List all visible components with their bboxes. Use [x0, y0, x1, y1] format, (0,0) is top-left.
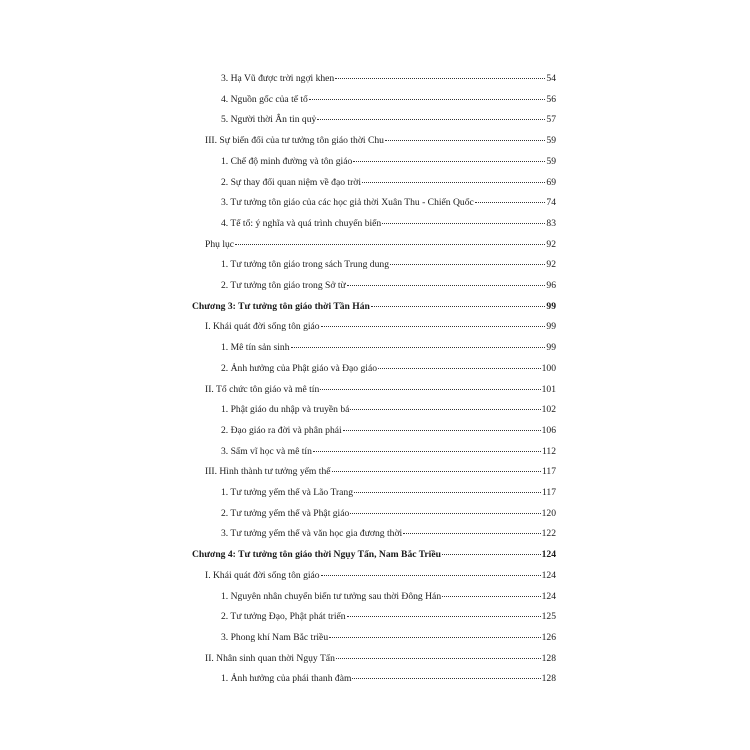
dot-leader [362, 182, 545, 183]
toc-entry-title: II. Nhân sinh quan thời Ngụy Tấn [205, 652, 335, 664]
toc-entry-page-number: 99 [546, 300, 556, 312]
toc-subsection-entry [221, 155, 556, 168]
toc-entry-title: Phụ lục [205, 238, 235, 250]
dot-leader [336, 658, 541, 659]
toc-subsection-entry [221, 93, 556, 106]
dot-leader [235, 244, 545, 245]
dot-leader [354, 492, 541, 493]
dot-leader [329, 637, 540, 638]
toc-entry-title: 2. Tư tưởng tôn giáo trong Sở từ [221, 280, 346, 291]
toc-entry-page-number: 117 [541, 466, 556, 478]
toc-entry-title: 1. Ảnh hưởng của phái thanh đàm [221, 673, 352, 685]
toc-entry-title: 1. Tư tưởng yếm thế và Lão Trang [221, 487, 354, 498]
toc-entry-title: 4. Tế tổ: ý nghĩa và quá trình chuyển biến [221, 217, 382, 229]
toc-entry-page-number: 125 [541, 611, 556, 623]
dot-leader [309, 99, 546, 100]
dot-leader [343, 430, 541, 431]
toc-entry-page-number: 57 [546, 114, 556, 126]
toc-entry-title: 1. Phật giáo du nhập và truyền bá [221, 404, 350, 416]
toc-subsection-entry [221, 196, 556, 209]
toc-entry-title: 4. Nguồn gốc của tế tổ [221, 93, 308, 105]
toc-section-entry [205, 320, 556, 333]
toc-entry-page-number: 74 [546, 197, 556, 209]
toc-entry-page-number: 54 [546, 73, 556, 84]
toc-entry-page-number: 69 [546, 176, 556, 188]
toc-entry-title: 3. Tư tưởng yếm thế và văn học gia đương thời [221, 528, 403, 540]
toc-subsection-entry [221, 341, 556, 354]
toc-subsection-entry [221, 258, 556, 271]
toc-entry-page-number: 124 [541, 569, 556, 581]
toc-section-entry [205, 238, 556, 251]
toc-entry-page-number: 124 [541, 590, 556, 602]
dot-leader [403, 533, 540, 534]
toc-subsection-entry [221, 631, 556, 644]
toc-entry-page-number: 100 [541, 362, 556, 374]
toc-entry-page-number: 126 [541, 631, 556, 643]
toc-subsection-entry [221, 403, 556, 416]
toc-entry-title: I. Khái quát đời sống tôn giáo [205, 321, 320, 333]
toc-section-entry [205, 383, 556, 396]
dot-leader [442, 596, 540, 597]
toc-entry-title: 2. Đạo giáo ra đời và phân phái [221, 424, 342, 436]
dot-leader [335, 78, 545, 79]
dot-leader [352, 678, 540, 679]
dot-leader [350, 513, 540, 514]
toc-entry-page-number: 99 [546, 342, 556, 354]
toc-subsection-entry [221, 672, 556, 685]
toc-subsection-entry [221, 279, 556, 292]
toc-entry-title: 5. Người thời Ân tin quỷ [221, 114, 317, 126]
dot-leader [382, 223, 545, 224]
toc-entry-page-number: 122 [541, 528, 556, 540]
dot-leader [385, 140, 545, 141]
toc-entry-page-number: 92 [546, 259, 556, 271]
toc-section-entry [205, 465, 556, 478]
toc-entry-page-number: 128 [541, 652, 556, 664]
toc-entry-page-number: 101 [541, 383, 556, 395]
toc-chapter-entry [192, 548, 556, 561]
toc-entry-title: 2. Sự thay đổi quan niệm về đạo trời [221, 176, 362, 188]
toc-subsection-entry [221, 507, 556, 520]
toc-entry-page-number: 112 [541, 445, 556, 457]
toc-subsection-entry [221, 113, 556, 126]
toc-entry-title: 3. Tư tưởng tôn giáo của các học giả thời Xuân Thu - Chiến Quốc [221, 197, 474, 209]
toc-subsection-entry [221, 610, 556, 623]
toc-subsection-entry [221, 424, 556, 437]
toc-entry-title: 2. Tư tưởng yếm thế và Phật giáo [221, 507, 350, 519]
toc-subsection-entry [221, 72, 556, 85]
toc-entry-page-number: 59 [546, 135, 556, 147]
dot-leader [313, 451, 541, 452]
toc-entry-page-number: 99 [546, 321, 556, 333]
toc-entry-title: 3. Hạ Vũ được trời ngợi khen [221, 73, 335, 84]
dot-leader [320, 389, 540, 390]
toc-subsection-entry [221, 527, 556, 540]
toc-entry-page-number: 92 [546, 238, 556, 250]
dot-leader [317, 119, 545, 120]
toc-entry-title: 3. Sấm vĩ học và mê tín [221, 445, 312, 457]
toc-entry-title: 1. Nguyên nhân chuyển biến tư tưởng sau thời Đông Hán [221, 590, 442, 602]
toc-entry-page-number: 56 [546, 93, 556, 105]
toc-entry-title: 1. Chế độ minh đường và tôn giáo [221, 155, 353, 167]
dot-leader [321, 326, 546, 327]
toc-subsection-entry [221, 176, 556, 189]
toc-entry-page-number: 124 [541, 549, 556, 561]
dot-leader [347, 616, 541, 617]
toc-section-entry [205, 652, 556, 665]
toc-entry-title: Chương 4: Tư tưởng tôn giáo thời Ngụy Tấn, Nam Bắc Triều [192, 549, 441, 561]
dot-leader [371, 306, 546, 307]
toc-entry-title: 3. Phong khí Nam Bắc triều [221, 631, 329, 643]
toc-section-entry [205, 569, 556, 582]
toc-chapter-entry [192, 300, 556, 313]
toc-section-entry [205, 134, 556, 147]
toc-entry-title: 1. Tư tưởng tôn giáo trong sách Trung dung [221, 259, 389, 271]
dot-leader [475, 202, 546, 203]
toc-entry-title: II. Tổ chức tôn giáo và mê tín [205, 383, 320, 395]
toc-entry-title: Chương 3: Tư tưởng tôn giáo thời Tần Hán [192, 300, 370, 312]
dot-leader [332, 471, 541, 472]
dot-leader [291, 347, 546, 348]
dot-leader [442, 554, 541, 555]
toc-entry-title: 2. Tư tưởng Đạo, Phật phát triển [221, 611, 346, 623]
dot-leader [390, 264, 545, 265]
toc-subsection-entry [221, 362, 556, 375]
dot-leader [378, 368, 541, 369]
toc-entry-title: I. Khái quát đời sống tôn giáo [205, 569, 320, 581]
toc-entry-title: III. Hình thành tư tưởng yếm thế [205, 466, 331, 478]
toc-entry-page-number: 102 [541, 404, 556, 416]
toc-entry-page-number: 106 [541, 424, 556, 436]
toc-entry-title: 2. Ảnh hưởng của Phật giáo và Đạo giáo [221, 362, 378, 374]
dot-leader [350, 409, 540, 410]
toc-entry-page-number: 83 [546, 217, 556, 229]
toc-entry-page-number: 120 [541, 507, 556, 519]
toc-entry-title: III. Sự biến đổi của tư tưởng tôn giáo thời Chu [205, 135, 384, 147]
toc-subsection-entry [221, 486, 556, 499]
toc-subsection-entry [221, 590, 556, 603]
toc-entry-page-number: 117 [541, 487, 556, 498]
toc-subsection-entry [221, 445, 556, 458]
toc-entry-page-number: 59 [546, 155, 556, 167]
toc-subsection-entry [221, 217, 556, 230]
dot-leader [321, 575, 541, 576]
dot-leader [347, 285, 546, 286]
toc-entry-page-number: 128 [541, 673, 556, 685]
dot-leader [353, 161, 545, 162]
toc-entry-title: 1. Mê tín sản sinh [221, 342, 290, 354]
toc-entry-page-number: 96 [546, 280, 556, 291]
